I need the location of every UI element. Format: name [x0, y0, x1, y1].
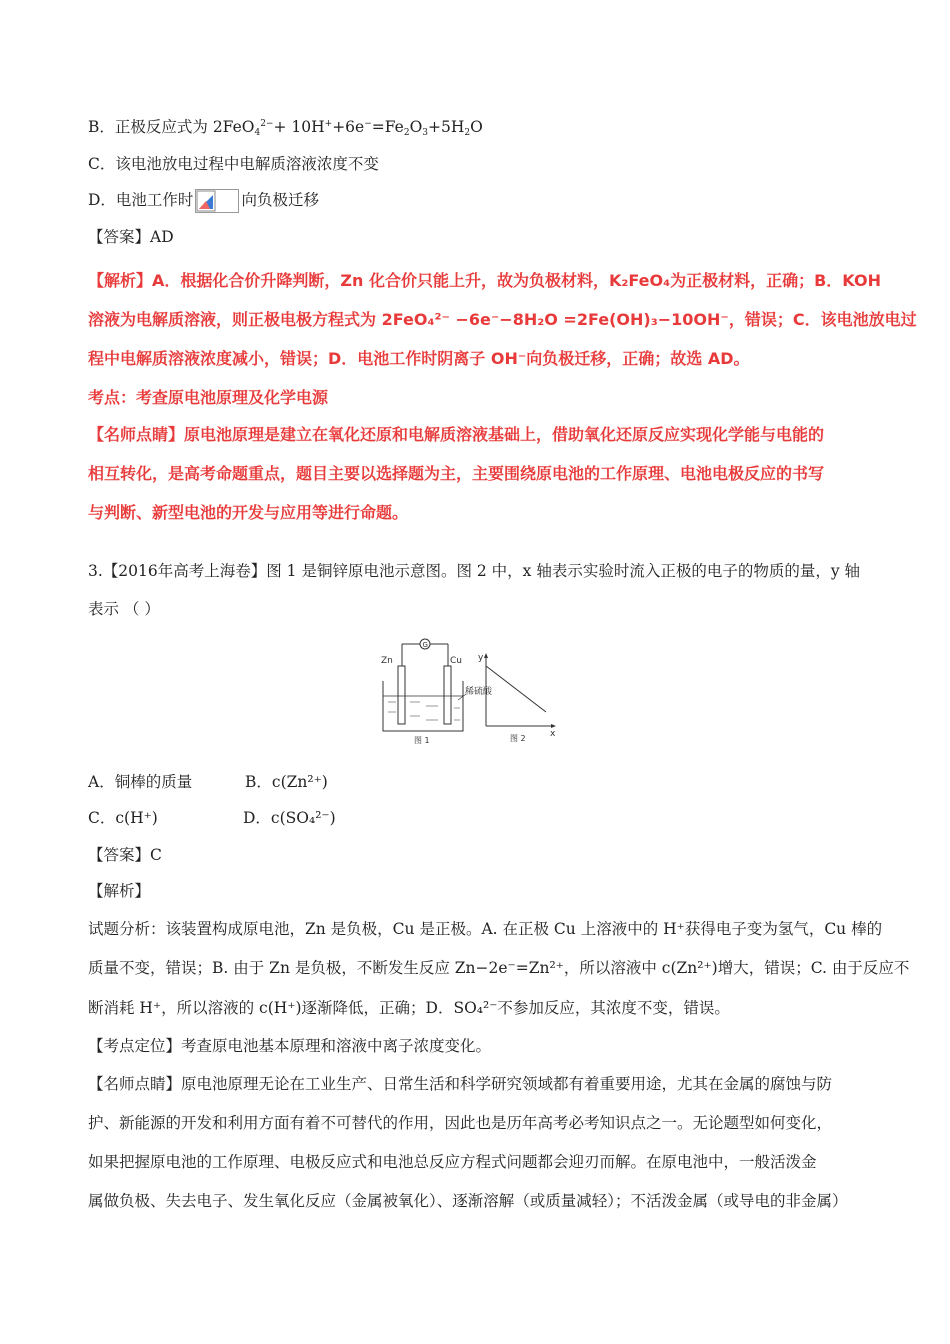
q3-analysis-line: 试题分析：该装置构成原电池，Zn 是负极，Cu 是正极。A. 在正极 Cu 上溶液中的 H⁺获得电子变为氢气，Cu 棒的	[88, 920, 883, 938]
q3-option-b: B．c(Zn²⁺)	[245, 773, 328, 791]
q3-stem: 表示 （ ）	[88, 600, 160, 618]
q3-option-d: D．c(SO₄²⁻)	[243, 809, 336, 827]
q2-mingshi-line: 相互转化，是高考命题重点，题目主要以选择题为主，主要围绕原电池的工作原理、电池电极反应的书写	[88, 464, 825, 483]
q2-analysis-line: 溶液为电解质溶液，则正极电极方程式为 2FeO₄²⁻ −6e⁻−8H₂O =2Fe(OH)₃−10OH⁻，错误；C．该电池放电过	[88, 310, 917, 329]
q2-kaodian: 考点：考查原电池原理及化学电源	[88, 388, 329, 407]
q2-option-b: B．正极反应式为 $2FeO_4^{2-}+ 10H^++6e^-=Fe_2O_3+5H_2O$	[88, 118, 483, 138]
q3-jiexi-heading: 【解析】	[88, 882, 151, 900]
q3-option-a: A．铜棒的质量	[88, 773, 193, 791]
q3-analysis-line: 质量不变，错误；B. 由于 Zn 是负极，不断发生反应 Zn−2e⁻=Zn²⁺，所以溶液中 c(Zn²⁺)增大，错误；C. 由于反应不	[88, 959, 910, 977]
q3-mingshi-line: 【名师点睛】原电池原理无论在工业生产、日常生活和科学研究领域都有着重要用途，尤其在金属的腐蚀与防	[88, 1075, 833, 1093]
q3-option-c: C．c(H⁺)	[88, 809, 158, 827]
q3-mingshi-line: 属做负极、失去电子、发生氧化反应（金属被氧化）、逐渐溶解（或质量减轻）；不活泼金属（或导电的非金属）	[88, 1192, 848, 1210]
q3-mingshi-line: 如果把握原电池的工作原理、电极反应式和电池总反应方程式问题都会迎刃而解。在原电池中，一般活泼金	[88, 1153, 817, 1171]
svg-text:G: G	[422, 641, 428, 649]
broken-image-icon	[195, 189, 239, 213]
q3-answer: 【答案】C	[88, 846, 162, 864]
svg-text:y: y	[478, 653, 484, 663]
svg-text:稀硫酸: 稀硫酸	[465, 687, 493, 697]
q2-analysis-line: 【解析】A．根据化合价升降判断，Zn 化合价只能上升，故为负极材料，K₂FeO₄为正极材料，正确；B．KOH	[88, 271, 881, 290]
galvanic-cell-diagram	[381, 639, 493, 745]
svg-text:图 2: 图 2	[510, 734, 526, 743]
q3-analysis-line: 断消耗 H⁺，所以溶液的 c(H⁺)逐渐降低，正确；D．SO₄²⁻不参加反应，其浓度不变，错误。	[88, 999, 730, 1017]
q2-mingshi-line: 与判断、新型电池的开发与应用等进行命题。	[88, 503, 409, 522]
q2-option-d: D．电池工作时 向负极迁移	[88, 189, 319, 213]
y-vs-x-graph	[478, 653, 556, 743]
q2-option-c: C．该电池放电过程中电解质溶液浓度不变	[88, 155, 379, 173]
svg-text:图 1: 图 1	[414, 736, 430, 745]
q3-figure	[378, 636, 578, 748]
svg-text:Zn: Zn	[381, 656, 393, 666]
q3-mingshi-line: 护、新能源的开发和利用方面有着不可替代的作用，因此也是历年高考必考知识点之一。无论题型如何变化，	[88, 1114, 833, 1132]
q3-stem: 3.【2016年高考上海卷】图 1 是铜锌原电池示意图。图 2 中，x 轴表示实验时流入正极的电子的物质的量，y 轴	[88, 562, 861, 580]
q3-kaodian: 【考点定位】考查原电池基本原理和溶液中离子浓度变化。	[88, 1037, 492, 1055]
q2-answer: 【答案】AD	[88, 228, 174, 246]
svg-text:Cu: Cu	[450, 656, 462, 666]
svg-text:x: x	[550, 729, 556, 739]
q2-analysis-line: 程中电解质溶液浓度减小，错误；D．电池工作时阴离子 OH⁻向负极迁移，正确；故选 AD。	[88, 349, 750, 368]
q2-mingshi-line: 【名师点睛】原电池原理是建立在氧化还原和电解质溶液基础上，借助氧化还原反应实现化学能与电能的	[88, 425, 825, 444]
